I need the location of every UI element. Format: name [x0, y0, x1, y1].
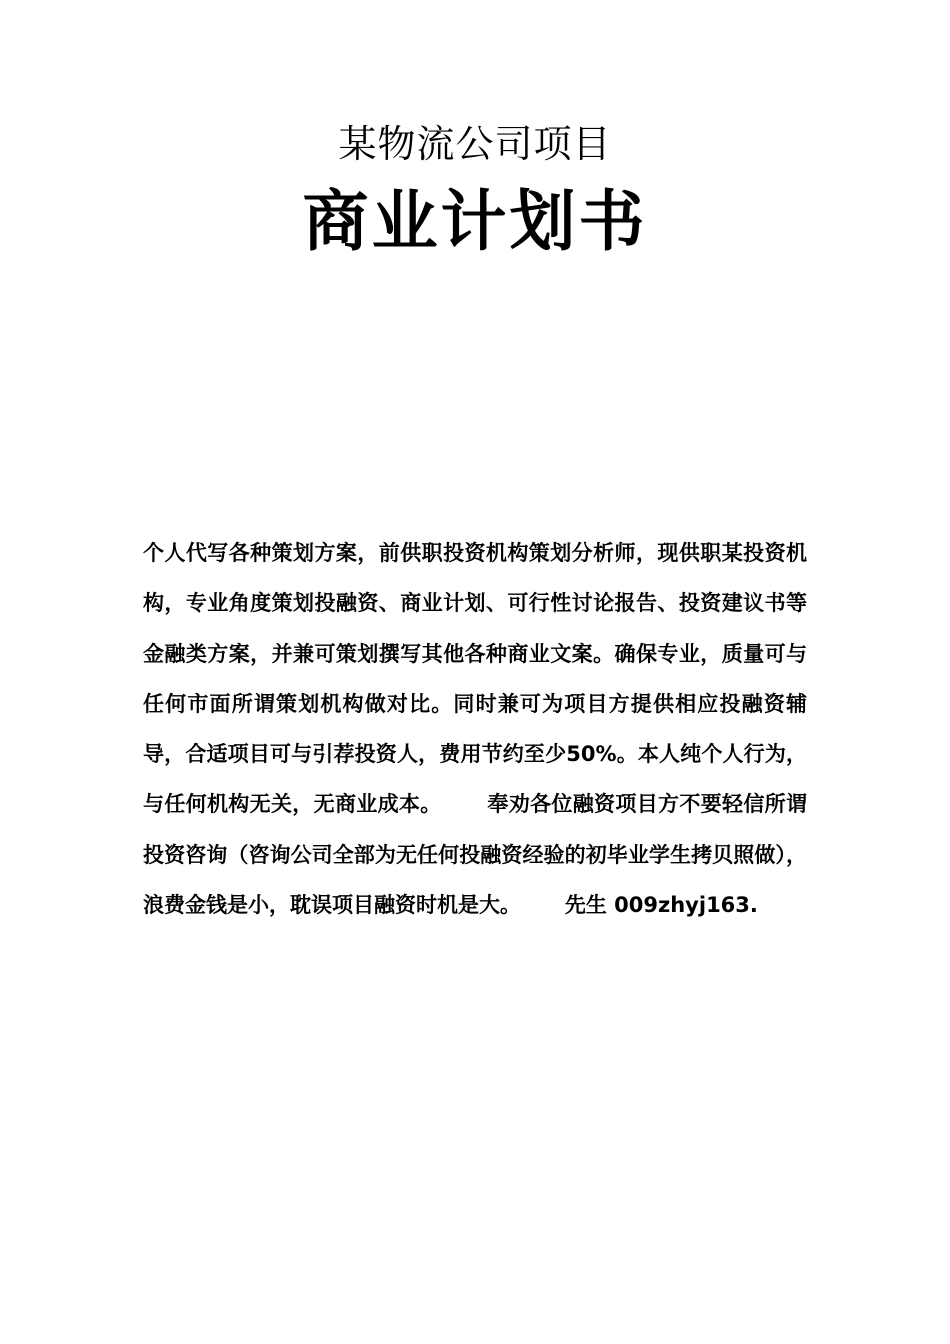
document-title: 商业计划书 [302, 183, 648, 260]
document-body-paragraph: 个人代写各种策划方案，前供职投资机构策划分析师，现供职某投资机构，专业角度策划投融资、商业计划、可行性讨论报告、投资建议书等金融类方案，并兼可策划撰写其他各种商业文案。确保专业，质量可与任何市面所谓策划机构做对比。同时兼可为项目方提供相应投融资辅导，合适项目可与引荐投资人，费用节约至少50%。本人纯个人行为，与任何机构无关，无商业成本。 奉劝各位融资项目方不要轻信所谓投资咨询（咨询公司全部为无任何投融资经验的初毕业学生拷贝照做），浪费金钱是小，耽误项目融资时机是大。 先生 009zhyj163. [143, 541, 807, 918]
document-subtitle: 某物流公司项目 [338, 122, 612, 166]
